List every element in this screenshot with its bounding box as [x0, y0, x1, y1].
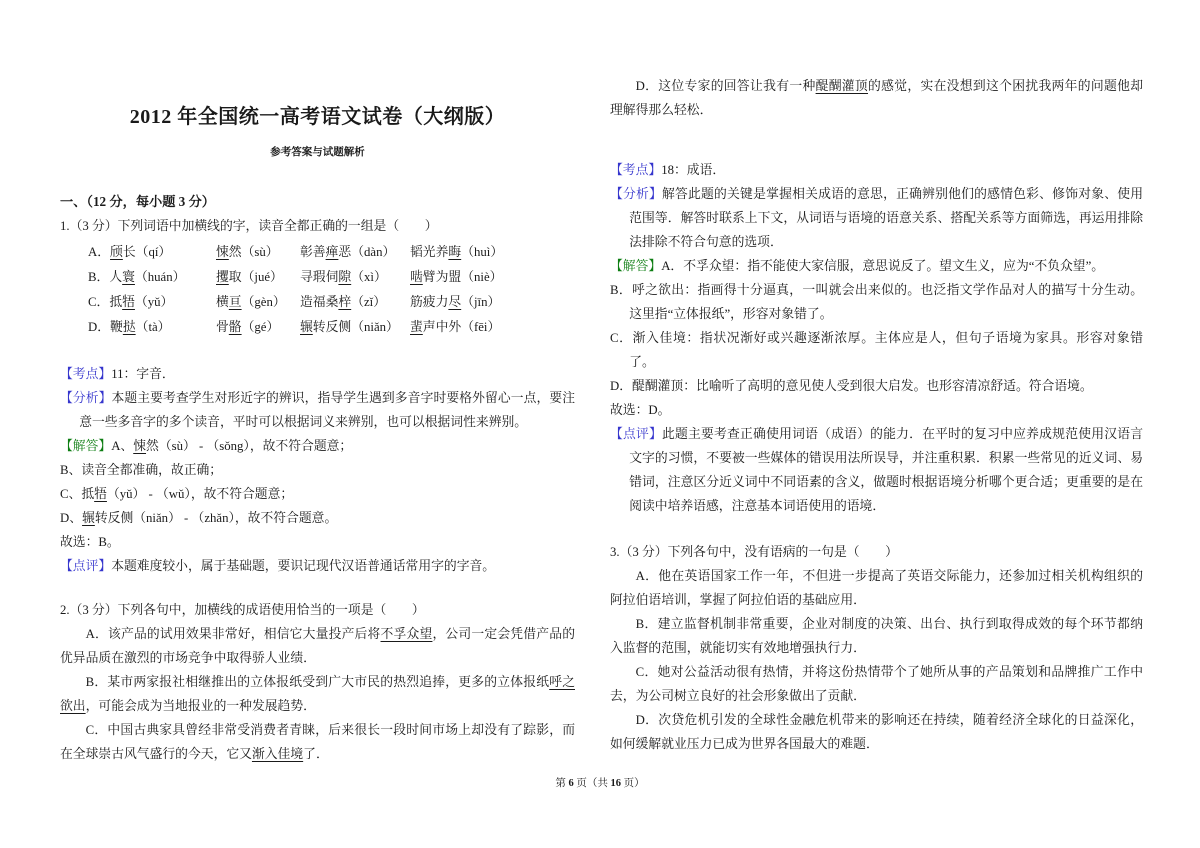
text-segment: （gé）	[241, 320, 280, 334]
text-segment: 一、（12 分，每小题 3 分）	[60, 194, 215, 209]
text-segment: 11：字音．	[111, 367, 175, 381]
underlined-term: 梓	[338, 295, 352, 309]
text-segment: （xì）	[351, 270, 387, 284]
text-segment: 2.（3 分）下列各句中，加横线的成语使用恰当的一项是（ ）	[60, 603, 425, 617]
underlined-term: 醍醐灌顶	[815, 79, 869, 93]
option-cell	[300, 265, 387, 289]
paragraph	[60, 670, 575, 718]
text-segment: D．醍醐灌顶：比喻听了高明的意见使人受到很大启发。也形容清凉舒适。符合语境。	[610, 379, 1093, 393]
paragraph	[60, 434, 575, 458]
text-segment: 声中外（fēi）	[422, 320, 501, 334]
text-segment: A．	[88, 245, 111, 259]
option-cell	[300, 315, 399, 339]
question-stem	[60, 598, 575, 622]
underlined-term: 瘅	[325, 245, 339, 259]
paragraph	[60, 362, 575, 386]
text-segment: 筋疲力	[410, 295, 449, 309]
text-segment: 造福桑	[300, 295, 339, 309]
paragraph	[610, 564, 1143, 612]
paragraph	[610, 422, 1143, 518]
paragraph	[610, 660, 1143, 708]
text-segment: 本题难度较小，属于基础题，要识记现代汉语普通话常用字的字音。	[111, 559, 496, 573]
option-cell	[88, 265, 185, 289]
question-stem	[60, 214, 575, 238]
underlined-term: 牾	[122, 295, 135, 309]
text-segment: 页）	[621, 778, 645, 789]
text-segment: 18：成语．	[661, 163, 726, 177]
option-cell	[410, 265, 502, 289]
underlined-term: 悚	[216, 245, 229, 259]
text-segment: （gèn）	[241, 295, 286, 309]
underlined-term: 攫	[216, 270, 229, 284]
paragraph	[60, 718, 575, 766]
text-segment: D、	[60, 511, 83, 525]
text-segment: （huì）	[461, 245, 504, 259]
underlined-term: 亘	[228, 295, 242, 309]
option-cell	[410, 315, 500, 339]
section-heading	[60, 190, 575, 214]
option-cell	[216, 240, 279, 264]
left-column	[60, 0, 575, 766]
underlined-term: 晦	[448, 245, 462, 259]
option-cell	[88, 315, 170, 339]
text-segment: D．鞭	[88, 320, 123, 334]
underlined-term: 挞	[122, 320, 136, 334]
text-segment: 16	[610, 778, 621, 789]
underlined-term: 蜚	[410, 320, 423, 334]
underlined-term: 颀	[110, 245, 123, 259]
text-segment: D．这位专家的回答让我有一种	[635, 79, 816, 93]
option-cell	[88, 240, 171, 264]
text-segment: 的感觉，实在没想到这个困扰我两年的问题他却理解得那么轻松．	[610, 79, 1143, 117]
paragraph	[60, 622, 575, 670]
text-segment: C．她对公益活动很有热情，并将这份热情带个了她所从事的产品策划和品牌推广工作中去，为公司树立良好的社会形象做出了贡献．	[610, 665, 1143, 703]
text-segment: B．建立监督机制非常重要，企业对制度的决策、出台、执行到取得成效的每个环节都纳入监督的范围，就能切实有效地增强执行力．	[610, 617, 1143, 655]
option-cell	[300, 240, 395, 264]
text-segment: 了．	[303, 747, 329, 761]
underlined-term: 悚	[133, 439, 147, 453]
text-segment: B．人	[88, 270, 123, 284]
paragraph	[610, 158, 1143, 182]
text-segment: 转反侧（niǎn）	[312, 320, 399, 334]
paragraph	[610, 74, 1143, 122]
underlined-term: 骼	[228, 320, 242, 334]
text-segment: 然（sù）	[228, 245, 279, 259]
text-segment: B．某市两家报社相继推出的立体报纸受到广大市民的热烈追捧，更多的立体报纸	[85, 675, 550, 689]
text-segment: 臂为盟（niè）	[422, 270, 503, 284]
text-segment: A．该产品的试用效果非常好，相信它大量投产后将	[85, 627, 381, 641]
option-cell	[216, 290, 286, 314]
text-segment: 横	[216, 295, 229, 309]
text-segment: ，可能会成为当地报业的一种发展趋势．	[85, 699, 316, 713]
text-segment: B．呼之欲出：指画得十分逼真，一叫就会出来似的。也泛指文学作品对人的描写十分生动。这里指“立体报纸”，形容对象错了。	[610, 283, 1143, 321]
text-segment: 寻瑕伺	[300, 270, 339, 284]
text-segment: 恶（dàn）	[338, 245, 396, 259]
text-segment: 故选：B。	[60, 535, 120, 549]
text-segment: （yǔ）	[134, 295, 174, 309]
paragraph	[610, 374, 1143, 398]
text-segment: A、	[111, 439, 134, 453]
text-segment: （huán）	[134, 270, 186, 284]
text-segment: 6	[568, 778, 574, 789]
option-cell	[300, 290, 386, 314]
paper-subtitle	[60, 146, 575, 160]
label-tag: 【分析】	[610, 187, 663, 201]
text-segment: 转反侧（niǎn） - （zhǎn），故不符合题意。	[94, 511, 338, 525]
label-tag: 【考点】	[60, 367, 112, 381]
text-segment: C．渐入佳境：指状况渐好或兴趣逐渐浓厚。主体应是人，但句子语境为家具。形容对象错了。	[610, 331, 1143, 369]
paragraph	[60, 554, 575, 578]
text-segment: （yǔ） - （wǔ），故不符合题意；	[106, 487, 294, 501]
paragraph	[60, 458, 575, 482]
paragraph	[610, 254, 1143, 278]
underlined-term: 啮	[410, 270, 423, 284]
paragraph	[60, 386, 575, 434]
underlined-term: 辗	[82, 511, 95, 525]
option-row	[60, 290, 575, 315]
paragraph	[610, 326, 1143, 374]
underlined-term: 寰	[122, 270, 135, 284]
text-segment: 2012 年全国统一高考语文试卷（大纲版）	[129, 106, 506, 128]
text-segment: D．次贷危机引发的全球性金融危机带来的影响还在持续，随着经济全球化的日益深化，如何缓解就业压力已成为世界各国最大的难题．	[610, 713, 1143, 751]
paragraph	[610, 398, 1143, 422]
option-cell	[216, 315, 279, 339]
underlined-term: 辗	[300, 320, 313, 334]
text-segment: A．他在英语国家工作一年，不但进一步提高了英语交际能力，还参加过相关机构组织的阿拉伯语培训，掌握了阿拉伯语的基础应用．	[610, 569, 1143, 607]
label-tag: 【考点】	[610, 163, 662, 177]
text-segment: 解答此题的关键是掌握相关成语的意思，正确辨别他们的感情色彩、修饰对象、使用范围等．解答时联系上下文，从词语与语境的语意关系、搭配关系等方面筛选，再运用排除法排除不符合句意的选项．	[629, 187, 1144, 249]
text-segment: 彰善	[300, 245, 326, 259]
text-segment: （tà）	[135, 320, 171, 334]
text-segment: 此题主要考查正确使用词语（成语）的能力．在平时的复习中应养成规范使用汉语言文字的习惯，不要被一些媒体的错误用法所误导，并注重积累．积累一些常见的近义词、易错词，注意区分近义词中不同语素的含义，做题时根据语境分析哪个更合适；更重要的是在阅读中培养语感，注意基本词语使用的语境．	[629, 427, 1144, 513]
text-segment: 长（qí）	[122, 245, 172, 259]
text-segment: C．中国古典家具曾经非常受消费者青睐，后来很长一段时间市场上却没有了踪影，而在全球崇古风气盛行的今天，它又	[60, 723, 575, 761]
underlined-term: 不孚众望	[380, 627, 433, 641]
paragraph	[610, 612, 1143, 660]
paragraph	[610, 708, 1143, 756]
option-cell	[216, 265, 283, 289]
text-segment: 参考答案与试题解析	[270, 147, 365, 158]
text-segment: 故选：D。	[610, 403, 671, 417]
text-segment: 页（共	[573, 778, 611, 789]
underlined-term: 牾	[94, 487, 107, 501]
underlined-term: 呼之欲出	[60, 675, 575, 713]
text-segment: 骨	[216, 320, 229, 334]
label-tag: 【解答】	[60, 439, 112, 453]
text-segment: 3.（3 分）下列各句中，没有语病的一句是（ ）	[610, 545, 898, 559]
paragraph	[60, 482, 575, 506]
question-stem	[610, 540, 1143, 564]
label-tag: 【分析】	[60, 391, 112, 405]
label-tag: 【解答】	[610, 259, 662, 273]
option-row	[60, 265, 575, 290]
paragraph	[610, 182, 1143, 254]
text-segment: 本题主要考查学生对形近字的辨识，指导学生遇到多音字时要格外留心一点，要注意一些多音字的多个读音，平时可以根据词义来辨别，也可以根据词性来辨别。	[79, 391, 576, 429]
option-row	[60, 240, 575, 265]
option-row	[60, 315, 575, 340]
text-segment: C．抵	[88, 295, 123, 309]
option-cell	[410, 290, 500, 314]
label-tag: 【点评】	[60, 559, 112, 573]
option-cell	[410, 240, 503, 264]
text-segment: （zǐ）	[351, 295, 387, 309]
text-segment: 韬光养	[410, 245, 449, 259]
text-segment: （jīn）	[461, 295, 501, 309]
right-column	[610, 0, 1143, 756]
page-footer	[0, 775, 1200, 790]
underlined-term: 尽	[448, 295, 462, 309]
text-segment: A．不孚众望：指不能使大家信服，意思说反了。望文生义，应为“不负众望”。	[661, 259, 1105, 273]
underlined-term: 渐入佳境	[251, 747, 304, 761]
text-segment: ，公司一定会凭借产品的优异品质在激烈的市场竞争中取得骄人业绩．	[60, 627, 576, 665]
label-tag: 【点评】	[610, 427, 663, 441]
paragraph	[610, 278, 1143, 326]
text-segment: 第	[555, 778, 569, 789]
paragraph	[60, 530, 575, 554]
paper-title	[60, 104, 575, 130]
text-segment: 然（sù） - （sǒng），故不符合题意；	[146, 439, 353, 453]
text-segment: 取（jué）	[228, 270, 283, 284]
text-segment: C、抵	[60, 487, 95, 501]
text-segment: B、读音全都准确，故正确；	[60, 463, 223, 477]
underlined-term: 隙	[338, 270, 352, 284]
paragraph	[60, 506, 575, 530]
option-cell	[88, 290, 173, 314]
text-segment: 1.（3 分）下列词语中加横线的字，读音全都正确的一组是（ ）	[60, 219, 438, 233]
